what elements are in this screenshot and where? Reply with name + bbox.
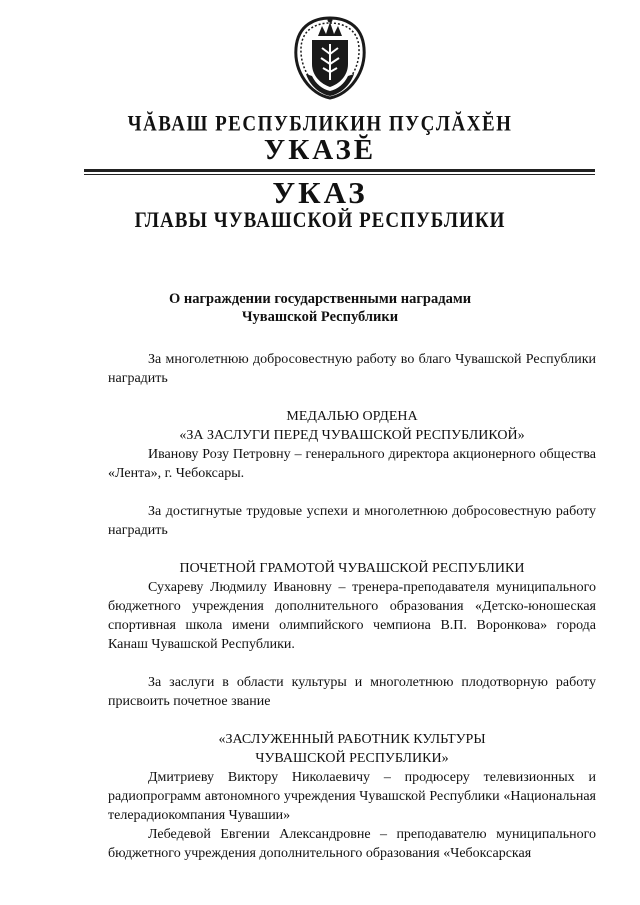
- document-title: [0, 290, 640, 326]
- section-2-recipient: Сухареву Людмилу Ивановну – тренера-преподавателя муниципального бюджетного учреждения дополнительного образования «Детско-юношеская спортивная школа имени олимпийского чемпиона В.П. Воронкова» города Канаш Чувашской Республики.: [108, 580, 596, 652]
- section-1-award-line-1: МЕДАЛЬЮ ОРДЕНА: [286, 409, 418, 424]
- header-ukaz: УКАЗ: [272, 175, 368, 210]
- section-1-award-line-2: «ЗА ЗАСЛУГИ ПЕРЕД ЧУВАШСКОЙ РЕСПУБЛИКОЙ»: [179, 428, 525, 443]
- section-3-intro: За заслуги в области культуры и многолетнюю плодотворную работу присвоить почетное звание: [108, 675, 596, 709]
- section-3-award-line-2: ЧУВАШСКОЙ РЕСПУБЛИКИ»: [255, 751, 449, 766]
- section-3-recipient-2: Лебедевой Евгении Александровне – преподавателю муниципального бюджетного учреждения дополнительного образования «Чебоксарская: [108, 827, 596, 861]
- document-title-line-1: О награждении государственными наградами: [168, 291, 472, 307]
- section-3-recipient-1: Дмитриеву Виктору Николаевичу – продюсеру телевизионных и радиопрограмм автономного учреждения Чувашской Республики «Национальная телерадиокомпания Чувашии»: [108, 770, 596, 823]
- header-chuvash-line: ЧĂВАШ РЕСПУБЛИКИН ПУÇЛĂХĔН: [127, 112, 513, 137]
- header-glavy: ГЛАВЫ ЧУВАШСКОЙ РЕСПУБЛИКИ: [134, 208, 506, 233]
- coat-of-arms-icon: [292, 14, 368, 100]
- document-title-line-2: Чувашской Республики: [241, 309, 399, 325]
- section-2-intro: За достигнутые трудовые успехи и многолетнюю добросовестную работу наградить: [108, 504, 596, 538]
- document-body: [108, 350, 596, 863]
- section-2-award: ПОЧЕТНОЙ ГРАМОТОЙ ЧУВАШСКОЙ РЕСПУБЛИКИ: [179, 561, 525, 576]
- header-divider-thick: [84, 169, 595, 172]
- section-1-intro: За многолетнюю добросовестную работу во благо Чувашской Республики наградить: [108, 352, 596, 386]
- header-ukaze: УКАЗĔ: [263, 134, 377, 166]
- section-1-recipient: Иванову Розу Петровну – генерального директора акционерного общества «Лента», г. Чебоксары.: [108, 447, 596, 481]
- section-3-award-line-1: «ЗАСЛУЖЕННЫЙ РАБОТНИК КУЛЬТУРЫ: [218, 732, 486, 747]
